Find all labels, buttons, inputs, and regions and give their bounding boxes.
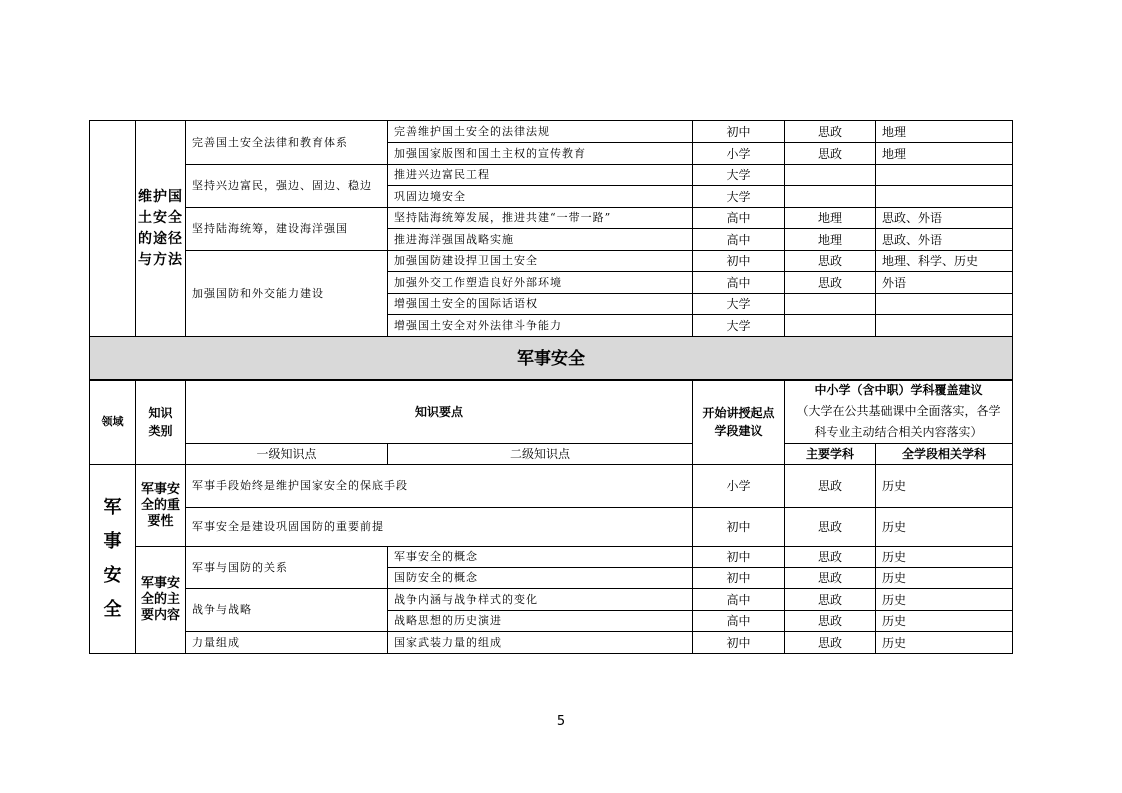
related-subject-cell: 历史 (876, 632, 1013, 654)
table-row (90, 208, 1013, 229)
level2-point: 国家武装力量的组成 (388, 632, 693, 654)
stage-cell: 初中 (693, 568, 785, 589)
level2-point: 巩固边境安全 (388, 186, 693, 208)
table-row (90, 165, 1013, 186)
stage-cell: 初中 (693, 508, 785, 547)
knowledge-category-cell: 军事安全的重要性 (136, 465, 186, 547)
stage-cell: 初中 (693, 251, 785, 272)
stage-cell: 高中 (693, 272, 785, 294)
related-subject-cell: 地理 (876, 121, 1013, 143)
military-security-table (89, 379, 1013, 654)
main-subject-cell (785, 165, 876, 186)
level2-point: 坚持陆海统筹发展，推进共建“一带一路” (388, 208, 693, 229)
related-subject-cell: 历史 (876, 568, 1013, 589)
related-subject-cell: 地理 (876, 143, 1013, 165)
header-subrow (90, 444, 1013, 465)
level2-point: 加强国防建设捍卫国土安全 (388, 251, 693, 272)
level2-point: 推进海洋强国战略实施 (388, 229, 693, 251)
related-subject-cell (876, 186, 1013, 208)
section-title-row (90, 337, 1013, 381)
main-subject-cell: 思政 (785, 547, 876, 568)
stage-cell: 大学 (693, 186, 785, 208)
level2-point: 推进兴边富民工程 (388, 165, 693, 186)
level2-point: 完善维护国土安全的法律法规 (388, 121, 693, 143)
main-subject-cell (785, 315, 876, 337)
domain-cell: 军事安全 (90, 465, 136, 654)
level1-point: 军事手段始终是维护国家安全的保底手段 (186, 465, 693, 508)
level1-point: 军事安全是建设巩固国防的重要前提 (186, 508, 693, 547)
related-subject-cell: 历史 (876, 547, 1013, 568)
knowledge-category-cell: 维护国土安全的途径与方法 (136, 121, 186, 337)
related-subject-cell (876, 294, 1013, 315)
header-coverage (785, 380, 1013, 444)
level2-point: 军事安全的概念 (388, 547, 693, 568)
main-subject-cell: 思政 (785, 465, 876, 508)
main-subject-cell: 思政 (785, 121, 876, 143)
level1-point: 力量组成 (186, 632, 388, 654)
related-subject-cell: 外语 (876, 272, 1013, 294)
header-related-subject: 全学段相关学科 (876, 444, 1013, 465)
stage-cell: 初中 (693, 121, 785, 143)
header-level1: 一级知识点 (186, 444, 388, 465)
level2-point: 国防安全的概念 (388, 568, 693, 589)
stage-cell: 初中 (693, 547, 785, 568)
header-category: 知识类别 (136, 380, 186, 465)
level1-point: 加强国防和外交能力建设 (186, 251, 388, 337)
main-subject-cell: 思政 (785, 611, 876, 632)
related-subject-cell: 地理、科学、历史 (876, 251, 1013, 272)
territorial-security-table (89, 120, 1013, 381)
main-subject-cell: 思政 (785, 143, 876, 165)
page-number: 5 (556, 714, 566, 729)
level2-point: 增强国土安全对外法律斗争能力 (388, 315, 693, 337)
stage-cell: 大学 (693, 315, 785, 337)
main-subject-cell: 思政 (785, 568, 876, 589)
related-subject-cell: 思政、外语 (876, 229, 1013, 251)
main-subject-cell: 思政 (785, 632, 876, 654)
header-main-subject: 主要学科 (785, 444, 876, 465)
related-subject-cell (876, 315, 1013, 337)
domain-cell (90, 121, 136, 337)
related-subject-cell (876, 165, 1013, 186)
header-knowledge: 知识要点 (186, 380, 693, 444)
level1-point: 战争与战略 (186, 589, 388, 632)
stage-cell: 高中 (693, 611, 785, 632)
level1-point: 军事与国防的关系 (186, 547, 388, 589)
main-subject-cell (785, 294, 876, 315)
stage-cell: 大学 (693, 165, 785, 186)
main-subject-cell: 地理 (785, 229, 876, 251)
header-coverage-title: 中小学（含中职）学科覆盖建议 (814, 383, 983, 397)
level2-point: 战争内涵与战争样式的变化 (388, 589, 693, 611)
related-subject-cell: 历史 (876, 589, 1013, 611)
table-row (90, 465, 1013, 508)
stage-cell: 初中 (693, 632, 785, 654)
stage-cell: 高中 (693, 208, 785, 229)
related-subject-cell: 思政、外语 (876, 208, 1013, 229)
level1-point: 坚持兴边富民，强边、固边、稳边 (186, 165, 388, 208)
main-subject-cell: 思政 (785, 272, 876, 294)
header-coverage-note: （大学在公共基础课中全面落实，各学科专业主动结合相关内容落实） (796, 404, 1001, 439)
table-row (90, 251, 1013, 272)
stage-cell: 小学 (693, 143, 785, 165)
header-stage: 开始讲授起点学段建议 (693, 380, 785, 465)
main-subject-cell: 思政 (785, 589, 876, 611)
related-subject-cell: 历史 (876, 611, 1013, 632)
table-row (90, 121, 1013, 143)
knowledge-category-cell: 军事安全的主要内容 (136, 547, 186, 654)
table-row (90, 547, 1013, 568)
level1-point: 坚持陆海统筹，建设海洋强国 (186, 208, 388, 251)
main-subject-cell: 地理 (785, 208, 876, 229)
level2-point: 加强外交工作塑造良好外部环境 (388, 272, 693, 294)
main-subject-cell: 思政 (785, 251, 876, 272)
level1-point: 完善国土安全法律和教育体系 (186, 121, 388, 165)
stage-cell: 大学 (693, 294, 785, 315)
level2-point: 战略思想的历史演进 (388, 611, 693, 632)
header-level2: 二级知识点 (388, 444, 693, 465)
main-subject-cell: 思政 (785, 508, 876, 547)
header-row (90, 380, 1013, 444)
main-subject-cell (785, 186, 876, 208)
section-title: 军事安全 (90, 337, 1013, 381)
header-domain: 领域 (90, 380, 136, 465)
related-subject-cell: 历史 (876, 465, 1013, 508)
stage-cell: 小学 (693, 465, 785, 508)
level2-point: 加强国家版图和国土主权的宣传教育 (388, 143, 693, 165)
level2-point: 增强国土安全的国际话语权 (388, 294, 693, 315)
stage-cell: 高中 (693, 229, 785, 251)
stage-cell: 高中 (693, 589, 785, 611)
table-row (90, 508, 1013, 547)
table-row (90, 632, 1013, 654)
related-subject-cell: 历史 (876, 508, 1013, 547)
table-row (90, 589, 1013, 611)
